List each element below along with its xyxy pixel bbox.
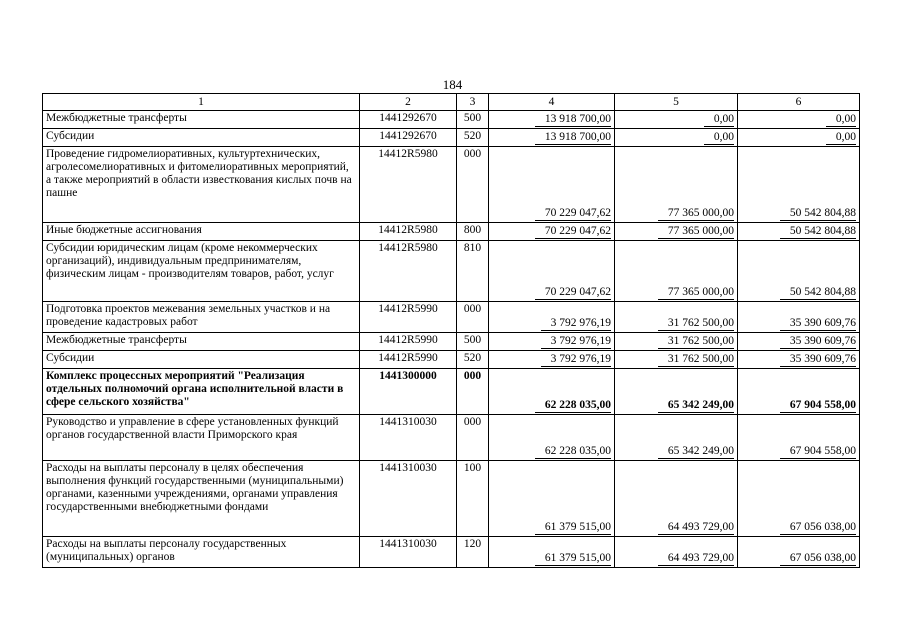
header-cell: 3 xyxy=(457,94,489,111)
row-value-text: 3 792 976,19 xyxy=(541,353,611,367)
row-value-5-cell xyxy=(615,461,738,537)
row-type-cell: 000 xyxy=(457,147,489,223)
row-value-4-cell xyxy=(489,129,615,147)
table-row xyxy=(43,223,860,241)
row-value-6-cell xyxy=(738,223,860,241)
row-type-cell: 000 xyxy=(457,415,489,461)
row-value-6-cell xyxy=(738,461,860,537)
row-value-text: 62 228 035,00 xyxy=(535,445,611,459)
row-value-6-cell xyxy=(738,302,860,333)
row-value-text: 62 228 035,00 xyxy=(535,399,611,413)
row-value-text: 13 918 700,00 xyxy=(535,113,611,127)
row-value-4-cell xyxy=(489,333,615,351)
row-type-cell: 520 xyxy=(457,129,489,147)
budget-table xyxy=(42,93,860,568)
row-name-cell: Субсидии юридическим лицам (кроме некоммерческих организаций), индивидуальным предпринимателям, физическим лицам - производителям товаров, работ, услуг xyxy=(43,241,360,302)
row-value-5-cell xyxy=(615,241,738,302)
row-value-4-cell xyxy=(489,415,615,461)
row-value-6-cell xyxy=(738,369,860,415)
row-name-cell: Подготовка проектов межевания земельных участков и на проведение кадастровых работ xyxy=(43,302,360,333)
row-type-cell: 810 xyxy=(457,241,489,302)
table-row xyxy=(43,369,860,415)
row-value-text: 50 542 804,88 xyxy=(780,225,856,239)
row-value-text: 0,00 xyxy=(826,131,856,145)
row-name-cell: Руководство и управление в сфере установленных функций органов государственной власти Приморского края xyxy=(43,415,360,461)
row-value-4-cell xyxy=(489,537,615,568)
row-value-5-cell xyxy=(615,302,738,333)
row-value-5-cell xyxy=(615,415,738,461)
row-value-text: 13 918 700,00 xyxy=(535,131,611,145)
row-code-cell: 1441310030 xyxy=(360,537,457,568)
row-value-text: 31 762 500,00 xyxy=(658,335,734,349)
row-value-text: 67 904 558,00 xyxy=(780,399,856,413)
row-name-cell: Межбюджетные трансферты xyxy=(43,111,360,129)
row-name-cell: Субсидии xyxy=(43,351,360,369)
page-number: 184 xyxy=(442,77,463,92)
row-name-cell: Субсидии xyxy=(43,129,360,147)
row-value-4-cell xyxy=(489,147,615,223)
row-name-cell: Межбюджетные трансферты xyxy=(43,333,360,351)
row-value-6-cell xyxy=(738,351,860,369)
table-row xyxy=(43,461,860,537)
table-row xyxy=(43,111,860,129)
row-value-text: 70 229 047,62 xyxy=(535,207,611,221)
row-name-cell: Проведение гидромелиоративных, культуртехнических, агролесомелиоративных и фитомелиоративных мероприятий, а также мероприятий в области известкования кислых почв на пашне xyxy=(43,147,360,223)
row-name-cell: Расходы на выплаты персоналу в целях обеспечения выполнения функций государственными (муниципальными) органами, казенными учреждениями, органами управления государственными внебюджетными фондами xyxy=(43,461,360,537)
row-value-text: 0,00 xyxy=(826,113,856,127)
row-value-6-cell xyxy=(738,537,860,568)
row-value-6-cell xyxy=(738,147,860,223)
row-value-6-cell xyxy=(738,111,860,129)
row-type-cell: 000 xyxy=(457,369,489,415)
row-type-cell: 500 xyxy=(457,111,489,129)
row-value-text: 77 365 000,00 xyxy=(658,286,734,300)
header-cell: 2 xyxy=(360,94,457,111)
row-value-text: 3 792 976,19 xyxy=(541,317,611,331)
table-row xyxy=(43,129,860,147)
row-type-cell: 000 xyxy=(457,302,489,333)
row-type-cell: 100 xyxy=(457,461,489,537)
row-name-cell: Комплекс процессных мероприятий "Реализация отдельных полномочий органа исполнительной власти в сфере сельского хозяйства" xyxy=(43,369,360,415)
row-value-4-cell xyxy=(489,111,615,129)
row-type-cell: 120 xyxy=(457,537,489,568)
row-value-text: 61 379 515,00 xyxy=(535,552,611,566)
row-type-cell: 520 xyxy=(457,351,489,369)
row-value-text: 67 056 038,00 xyxy=(780,521,856,535)
table-row xyxy=(43,351,860,369)
row-value-text: 65 342 249,00 xyxy=(658,399,734,413)
row-value-text: 77 365 000,00 xyxy=(658,225,734,239)
row-value-text: 50 542 804,88 xyxy=(780,207,856,221)
row-value-6-cell xyxy=(738,415,860,461)
table-row xyxy=(43,415,860,461)
row-value-text: 61 379 515,00 xyxy=(535,521,611,535)
row-value-text: 0,00 xyxy=(704,131,734,145)
table-row xyxy=(43,333,860,351)
row-code-cell: 1441292670 xyxy=(360,111,457,129)
row-value-text: 77 365 000,00 xyxy=(658,207,734,221)
row-value-5-cell xyxy=(615,223,738,241)
row-code-cell: 14412R5980 xyxy=(360,147,457,223)
row-name-cell: Расходы на выплаты персоналу государственных (муниципальных) органов xyxy=(43,537,360,568)
row-value-text: 3 792 976,19 xyxy=(541,335,611,349)
row-code-cell: 1441292670 xyxy=(360,129,457,147)
row-value-text: 70 229 047,62 xyxy=(535,286,611,300)
row-value-6-cell xyxy=(738,241,860,302)
row-code-cell: 1441310030 xyxy=(360,461,457,537)
header-cell: 1 xyxy=(43,94,360,111)
row-value-4-cell xyxy=(489,369,615,415)
row-value-text: 67 056 038,00 xyxy=(780,552,856,566)
row-value-text: 64 493 729,00 xyxy=(658,521,734,535)
row-code-cell: 14412R5990 xyxy=(360,333,457,351)
header-row xyxy=(43,94,860,111)
row-code-cell: 14412R5980 xyxy=(360,241,457,302)
row-value-5-cell xyxy=(615,111,738,129)
row-value-text: 50 542 804,88 xyxy=(780,286,856,300)
row-value-text: 0,00 xyxy=(704,113,734,127)
row-code-cell: 14412R5980 xyxy=(360,223,457,241)
row-value-text: 70 229 047,62 xyxy=(535,225,611,239)
row-value-6-cell xyxy=(738,333,860,351)
table-row xyxy=(43,241,860,302)
table-row xyxy=(43,537,860,568)
row-value-5-cell xyxy=(615,147,738,223)
row-value-4-cell xyxy=(489,302,615,333)
row-value-text: 65 342 249,00 xyxy=(658,445,734,459)
row-value-text: 35 390 609,76 xyxy=(780,335,856,349)
table-row xyxy=(43,147,860,223)
row-value-text: 31 762 500,00 xyxy=(658,353,734,367)
header-cell: 4 xyxy=(489,94,615,111)
row-value-text: 35 390 609,76 xyxy=(780,317,856,331)
row-value-5-cell xyxy=(615,129,738,147)
row-value-4-cell xyxy=(489,241,615,302)
row-code-cell: 14412R5990 xyxy=(360,302,457,333)
row-code-cell: 1441300000 xyxy=(360,369,457,415)
header-cell: 6 xyxy=(738,94,860,111)
header-cell: 5 xyxy=(615,94,738,111)
row-type-cell: 500 xyxy=(457,333,489,351)
row-value-5-cell xyxy=(615,351,738,369)
row-value-4-cell xyxy=(489,351,615,369)
row-value-text: 31 762 500,00 xyxy=(658,317,734,331)
row-code-cell: 1441310030 xyxy=(360,415,457,461)
row-value-5-cell xyxy=(615,333,738,351)
table-row xyxy=(43,302,860,333)
row-value-5-cell xyxy=(615,537,738,568)
row-name-cell: Иные бюджетные ассигнования xyxy=(43,223,360,241)
row-value-text: 35 390 609,76 xyxy=(780,353,856,367)
row-value-4-cell xyxy=(489,223,615,241)
row-value-5-cell xyxy=(615,369,738,415)
row-value-text: 64 493 729,00 xyxy=(658,552,734,566)
row-value-4-cell xyxy=(489,461,615,537)
row-type-cell: 800 xyxy=(457,223,489,241)
row-value-text: 67 904 558,00 xyxy=(780,445,856,459)
row-value-6-cell xyxy=(738,129,860,147)
row-code-cell: 14412R5990 xyxy=(360,351,457,369)
